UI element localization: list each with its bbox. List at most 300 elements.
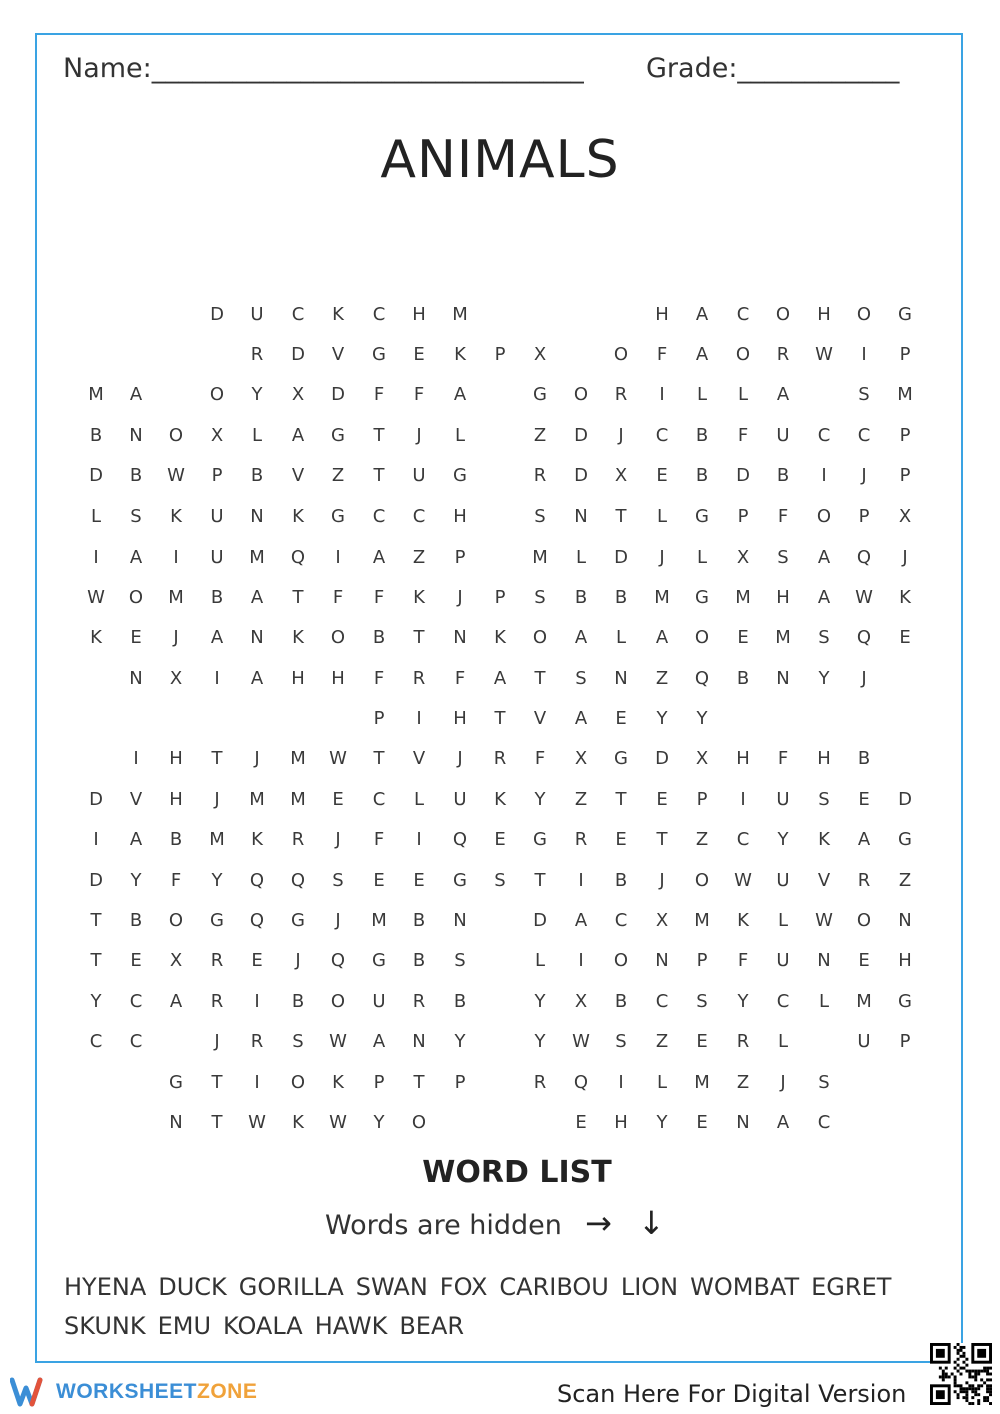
grid-letter[interactable]: F xyxy=(373,668,385,689)
grid-letter[interactable]: T xyxy=(494,708,506,729)
grid-letter[interactable]: N xyxy=(129,668,143,689)
grid-letter[interactable]: S xyxy=(454,950,466,971)
grid-letter[interactable]: D xyxy=(89,465,103,486)
grid-letter[interactable]: J xyxy=(416,425,422,446)
grid-letter[interactable]: P xyxy=(696,950,708,971)
grid-letter[interactable]: M xyxy=(897,384,913,405)
grid-letter[interactable]: A xyxy=(372,1031,386,1052)
grid-letter[interactable]: A xyxy=(493,668,507,689)
grid-letter[interactable]: K xyxy=(292,1112,304,1133)
grid-letter[interactable]: F xyxy=(737,425,749,446)
grid-letter[interactable]: I xyxy=(578,870,584,891)
grid-letter[interactable]: L xyxy=(575,547,587,568)
grid-letter[interactable]: O xyxy=(168,425,184,446)
grid-letter[interactable]: A xyxy=(372,547,386,568)
grid-letter[interactable]: N xyxy=(655,950,669,971)
grid-letter[interactable]: A xyxy=(129,384,143,405)
grid-letter[interactable]: G xyxy=(331,425,345,446)
grid-letter[interactable]: R xyxy=(250,1031,264,1052)
grid-letter[interactable]: R xyxy=(736,1031,750,1052)
grid-letter[interactable]: E xyxy=(413,870,425,891)
grid-letter[interactable]: A xyxy=(574,910,588,931)
grid-letter[interactable]: Y xyxy=(534,991,546,1012)
grid-letter[interactable]: S xyxy=(615,1031,627,1052)
grid-letter[interactable]: F xyxy=(373,829,385,850)
grid-letter[interactable]: B xyxy=(89,425,103,446)
grid-letter[interactable]: M xyxy=(856,991,872,1012)
grid-letter[interactable]: T xyxy=(292,587,304,608)
grid-letter[interactable]: H xyxy=(776,587,790,608)
grid-letter[interactable]: W xyxy=(855,587,873,608)
grid-letter[interactable]: X xyxy=(695,748,709,769)
grid-letter[interactable]: Q xyxy=(249,870,265,891)
grid-letter[interactable]: E xyxy=(130,627,142,648)
grid-letter[interactable]: U xyxy=(776,950,790,971)
grid-letter[interactable]: A xyxy=(210,627,224,648)
grid-letter[interactable]: A xyxy=(291,425,305,446)
grid-letter[interactable]: M xyxy=(168,587,184,608)
grid-letter[interactable]: J xyxy=(295,950,301,971)
grid-letter[interactable]: F xyxy=(777,506,789,527)
grid-letter[interactable]: E xyxy=(656,789,668,810)
grid-letter[interactable]: A xyxy=(250,587,264,608)
grid-letter[interactable]: F xyxy=(454,668,466,689)
grid-letter[interactable]: C xyxy=(372,506,386,527)
grid-letter[interactable]: K xyxy=(292,506,304,527)
grid-letter[interactable]: I xyxy=(254,1072,260,1093)
grid-letter[interactable]: C xyxy=(372,789,386,810)
qr-code-icon[interactable] xyxy=(930,1343,992,1405)
grid-letter[interactable]: K xyxy=(90,627,102,648)
grid-letter[interactable]: R xyxy=(614,384,628,405)
grid-letter[interactable]: O xyxy=(168,910,184,931)
grid-letter[interactable]: Z xyxy=(412,547,426,568)
grid-letter[interactable]: M xyxy=(249,789,265,810)
grid-letter[interactable]: B xyxy=(453,991,467,1012)
grid-letter[interactable]: X xyxy=(574,991,588,1012)
grid-letter[interactable]: K xyxy=(170,506,182,527)
grid-letter[interactable]: A xyxy=(857,829,871,850)
grid-letter[interactable]: A xyxy=(574,627,588,648)
grid-letter[interactable]: M xyxy=(694,910,710,931)
grid-letter[interactable]: P xyxy=(494,587,506,608)
grid-letter[interactable]: C xyxy=(129,1031,143,1052)
grid-letter[interactable]: A xyxy=(453,384,467,405)
grid-letter[interactable]: G xyxy=(453,870,467,891)
grid-letter[interactable]: I xyxy=(254,991,260,1012)
grid-letter[interactable]: M xyxy=(694,1072,710,1093)
grid-letter[interactable]: Y xyxy=(777,829,789,850)
grid-letter[interactable]: Z xyxy=(736,1072,750,1093)
grid-letter[interactable]: W xyxy=(572,1031,590,1052)
grid-letter[interactable]: W xyxy=(87,587,105,608)
grid-letter[interactable]: Q xyxy=(856,627,872,648)
grid-letter[interactable]: N xyxy=(453,627,467,648)
grid-letter[interactable]: D xyxy=(655,748,669,769)
grid-letter[interactable]: E xyxy=(615,829,627,850)
grid-letter[interactable]: T xyxy=(656,829,668,850)
grid-letter[interactable]: P xyxy=(899,1031,911,1052)
grid-letter[interactable]: F xyxy=(373,384,385,405)
grid-letter[interactable]: U xyxy=(412,465,426,486)
grid-letter[interactable]: F xyxy=(332,587,344,608)
grid-letter[interactable]: I xyxy=(416,708,422,729)
grid-letter[interactable]: A xyxy=(776,1112,790,1133)
grid-letter[interactable]: U xyxy=(210,547,224,568)
grid-letter[interactable]: G xyxy=(898,304,912,325)
grid-letter[interactable]: L xyxy=(656,506,668,527)
grid-letter[interactable]: X xyxy=(574,748,588,769)
grid-letter[interactable]: W xyxy=(248,1112,266,1133)
grid-letter[interactable]: G xyxy=(372,950,386,971)
grid-letter[interactable]: U xyxy=(250,304,264,325)
grid-letter[interactable]: F xyxy=(737,950,749,971)
grid-letter[interactable]: Z xyxy=(898,870,912,891)
grid-letter[interactable]: M xyxy=(654,587,670,608)
grid-letter[interactable]: Y xyxy=(818,668,830,689)
grid-letter[interactable]: X xyxy=(291,384,305,405)
grid-letter[interactable]: N xyxy=(817,950,831,971)
grid-letter[interactable]: A xyxy=(574,708,588,729)
grid-letter[interactable]: J xyxy=(457,587,463,608)
grid-letter[interactable]: R xyxy=(412,991,426,1012)
grid-letter[interactable]: H xyxy=(655,304,669,325)
grid-letter[interactable]: I xyxy=(93,547,99,568)
grid-letter[interactable]: L xyxy=(696,384,708,405)
grid-letter[interactable]: G xyxy=(614,748,628,769)
grid-letter[interactable]: Y xyxy=(534,789,546,810)
grid-letter[interactable]: M xyxy=(452,304,468,325)
grid-letter[interactable]: P xyxy=(373,708,385,729)
grid-letter[interactable]: A xyxy=(129,547,143,568)
grid-letter[interactable]: X xyxy=(614,465,628,486)
grid-letter[interactable]: N xyxy=(250,506,264,527)
grid-letter[interactable]: Q xyxy=(452,829,468,850)
grid-letter[interactable]: E xyxy=(413,344,425,365)
grid-letter[interactable]: X xyxy=(655,910,669,931)
grid-letter[interactable]: J xyxy=(618,425,624,446)
grid-letter[interactable]: D xyxy=(331,384,345,405)
grid-letter[interactable]: M xyxy=(290,789,306,810)
grid-letter[interactable]: F xyxy=(656,344,668,365)
grid-letter[interactable]: V xyxy=(331,344,345,365)
grid-letter[interactable]: D xyxy=(898,789,912,810)
grid-letter[interactable]: P xyxy=(454,1072,466,1093)
grid-letter[interactable]: J xyxy=(173,627,179,648)
grid-letter[interactable]: L xyxy=(777,910,789,931)
grid-letter[interactable]: S xyxy=(818,789,830,810)
grid-letter[interactable]: S xyxy=(575,668,587,689)
grid-letter[interactable]: K xyxy=(818,829,830,850)
grid-letter[interactable]: E xyxy=(858,789,870,810)
grid-letter[interactable]: N xyxy=(614,668,628,689)
grid-letter[interactable]: I xyxy=(416,829,422,850)
grid-letter[interactable]: V xyxy=(291,465,305,486)
grid-letter[interactable]: F xyxy=(777,748,789,769)
grid-letter[interactable]: I xyxy=(618,1072,624,1093)
grid-letter[interactable]: T xyxy=(534,870,546,891)
grid-letter[interactable]: N xyxy=(453,910,467,931)
grid-letter[interactable]: H xyxy=(736,748,750,769)
grid-letter[interactable]: H xyxy=(331,668,345,689)
grid-letter[interactable]: B xyxy=(776,465,790,486)
grid-letter[interactable]: Z xyxy=(655,668,669,689)
grid-letter[interactable]: Y xyxy=(90,991,102,1012)
grid-letter[interactable]: I xyxy=(821,465,827,486)
grid-letter[interactable]: R xyxy=(412,668,426,689)
grid-letter[interactable]: B xyxy=(372,627,386,648)
grid-letter[interactable]: T xyxy=(534,668,546,689)
grid-letter[interactable]: J xyxy=(335,829,341,850)
worksheetzone-logo[interactable] xyxy=(10,1376,257,1408)
grid-letter[interactable]: G xyxy=(533,384,547,405)
grid-letter[interactable]: I xyxy=(740,789,746,810)
grid-letter[interactable]: B xyxy=(857,748,871,769)
grid-letter[interactable]: G xyxy=(898,991,912,1012)
grid-letter[interactable]: Z xyxy=(533,425,547,446)
grid-letter[interactable]: Q xyxy=(856,547,872,568)
grid-letter[interactable]: W xyxy=(815,910,833,931)
grid-letter[interactable]: N xyxy=(169,1112,183,1133)
grid-letter[interactable]: N xyxy=(412,1031,426,1052)
grid-letter[interactable]: I xyxy=(133,748,139,769)
grid-letter[interactable]: J xyxy=(254,748,260,769)
grid-letter[interactable]: T xyxy=(211,1072,223,1093)
grid-letter[interactable]: P xyxy=(899,425,911,446)
grid-letter[interactable]: O xyxy=(856,304,872,325)
grid-letter[interactable]: K xyxy=(332,1072,344,1093)
grid-letter[interactable]: M xyxy=(735,587,751,608)
grid-letter[interactable]: B xyxy=(614,587,628,608)
grid-letter[interactable]: O xyxy=(613,950,629,971)
grid-letter[interactable]: Q xyxy=(573,1072,589,1093)
grid-letter[interactable]: E xyxy=(575,1112,587,1133)
grid-letter[interactable]: S xyxy=(292,1031,304,1052)
grid-letter[interactable]: I xyxy=(861,344,867,365)
grid-letter[interactable]: H xyxy=(817,748,831,769)
grid-letter[interactable]: H xyxy=(898,950,912,971)
grid-letter[interactable]: P xyxy=(858,506,870,527)
grid-letter[interactable]: R xyxy=(493,748,507,769)
grid-letter[interactable]: J xyxy=(861,668,867,689)
grid-letter[interactable]: R xyxy=(210,991,224,1012)
grid-letter[interactable]: J xyxy=(214,1031,220,1052)
grid-letter[interactable]: P xyxy=(737,506,749,527)
grid-letter[interactable]: D xyxy=(574,425,588,446)
grid-letter[interactable]: W xyxy=(167,465,185,486)
grid-letter[interactable]: C xyxy=(655,425,669,446)
grid-letter[interactable]: M xyxy=(249,547,265,568)
grid-letter[interactable]: B xyxy=(614,870,628,891)
grid-letter[interactable]: L xyxy=(615,627,627,648)
grid-letter[interactable]: A xyxy=(817,547,831,568)
grid-letter[interactable]: O xyxy=(128,587,144,608)
grid-letter[interactable]: K xyxy=(332,304,344,325)
grid-letter[interactable]: Q xyxy=(290,547,306,568)
grid-letter[interactable]: D xyxy=(210,304,224,325)
grid-letter[interactable]: S xyxy=(818,1072,830,1093)
grid-letter[interactable]: Q xyxy=(249,910,265,931)
grid-letter[interactable]: T xyxy=(413,627,425,648)
grid-letter[interactable]: A xyxy=(695,344,709,365)
grid-letter[interactable]: O xyxy=(775,304,791,325)
grid-letter[interactable]: G xyxy=(898,829,912,850)
grid-letter[interactable]: E xyxy=(858,950,870,971)
grid-letter[interactable]: S xyxy=(494,870,506,891)
grid-letter[interactable]: O xyxy=(694,627,710,648)
grid-letter[interactable]: Y xyxy=(211,870,223,891)
grid-letter[interactable]: O xyxy=(290,1072,306,1093)
grid-letter[interactable]: C xyxy=(736,829,750,850)
grid-letter[interactable]: I xyxy=(214,668,220,689)
grid-letter[interactable]: G xyxy=(291,910,305,931)
grid-letter[interactable]: E xyxy=(696,1112,708,1133)
grid-letter[interactable]: N xyxy=(736,1112,750,1133)
grid-letter[interactable]: K xyxy=(454,344,466,365)
grid-letter[interactable]: X xyxy=(898,506,912,527)
grid-letter[interactable]: D xyxy=(89,789,103,810)
grid-letter[interactable]: D xyxy=(574,465,588,486)
grid-letter[interactable]: B xyxy=(614,991,628,1012)
grid-letter[interactable]: R xyxy=(574,829,588,850)
grid-letter[interactable]: K xyxy=(899,587,911,608)
grid-letter[interactable]: U xyxy=(776,425,790,446)
grid-letter[interactable]: H xyxy=(453,708,467,729)
grid-letter[interactable]: P xyxy=(899,344,911,365)
grid-letter[interactable]: M xyxy=(88,384,104,405)
grid-letter[interactable]: T xyxy=(373,425,385,446)
grid-letter[interactable]: K xyxy=(413,587,425,608)
grid-letter[interactable]: V xyxy=(533,708,547,729)
grid-letter[interactable]: T xyxy=(615,789,627,810)
grid-letter[interactable]: C xyxy=(817,1112,831,1133)
grid-letter[interactable]: J xyxy=(902,547,908,568)
grid-letter[interactable]: U xyxy=(776,870,790,891)
grid-letter[interactable]: T xyxy=(211,748,223,769)
grid-letter[interactable]: A xyxy=(776,384,790,405)
grid-letter[interactable]: O xyxy=(411,1112,427,1133)
grid-letter[interactable]: R xyxy=(533,1072,547,1093)
grid-letter[interactable]: H xyxy=(412,304,426,325)
grid-letter[interactable]: Y xyxy=(696,708,708,729)
grid-letter[interactable]: Q xyxy=(330,950,346,971)
grid-letter[interactable]: P xyxy=(696,789,708,810)
grid-letter[interactable]: J xyxy=(457,748,463,769)
grid-letter[interactable]: T xyxy=(90,950,102,971)
grid-letter[interactable]: A xyxy=(695,304,709,325)
grid-letter[interactable]: T xyxy=(211,1112,223,1133)
grid-letter[interactable]: N xyxy=(574,506,588,527)
grid-letter[interactable]: A xyxy=(655,627,669,648)
grid-letter[interactable]: S xyxy=(818,627,830,648)
grid-letter[interactable]: W xyxy=(815,344,833,365)
grid-letter[interactable]: Y xyxy=(534,1031,546,1052)
grid-letter[interactable]: H xyxy=(169,789,183,810)
grid-letter[interactable]: T xyxy=(90,910,102,931)
grid-letter[interactable]: B xyxy=(291,991,305,1012)
grid-letter[interactable]: U xyxy=(776,789,790,810)
grid-letter[interactable]: C xyxy=(614,910,628,931)
grid-letter[interactable]: C xyxy=(412,506,426,527)
grid-letter[interactable]: U xyxy=(372,991,386,1012)
grid-letter[interactable]: B xyxy=(574,587,588,608)
grid-letter[interactable]: B xyxy=(129,465,143,486)
grid-letter[interactable]: X xyxy=(533,344,547,365)
grid-letter[interactable]: S xyxy=(858,384,870,405)
grid-letter[interactable]: S xyxy=(696,991,708,1012)
grid-letter[interactable]: J xyxy=(780,1072,786,1093)
grid-letter[interactable]: S xyxy=(534,506,546,527)
grid-letter[interactable]: C xyxy=(655,991,669,1012)
grid-letter[interactable]: E xyxy=(899,627,911,648)
grid-letter[interactable]: C xyxy=(89,1031,103,1052)
grid-letter[interactable]: B xyxy=(210,587,224,608)
grid-letter[interactable]: I xyxy=(335,547,341,568)
grid-letter[interactable]: O xyxy=(856,910,872,931)
grid-letter[interactable]: Q xyxy=(694,668,710,689)
grid-letter[interactable]: E xyxy=(494,829,506,850)
grid-letter[interactable]: G xyxy=(210,910,224,931)
grid-letter[interactable]: N xyxy=(898,910,912,931)
grid-letter[interactable]: N xyxy=(129,425,143,446)
grid-letter[interactable]: Z xyxy=(695,829,709,850)
grid-letter[interactable]: Y xyxy=(373,1112,385,1133)
grid-letter[interactable]: Z xyxy=(655,1031,669,1052)
grid-letter[interactable]: V xyxy=(817,870,831,891)
grid-letter[interactable]: R xyxy=(210,950,224,971)
grid-letter[interactable]: P xyxy=(211,465,223,486)
grid-letter[interactable]: P xyxy=(373,1072,385,1093)
grid-letter[interactable]: S xyxy=(130,506,142,527)
grid-letter[interactable]: F xyxy=(534,748,546,769)
grid-letter[interactable]: V xyxy=(129,789,143,810)
grid-letter[interactable]: J xyxy=(214,789,220,810)
grid-letter[interactable]: Z xyxy=(574,789,588,810)
grid-letter[interactable]: E xyxy=(615,708,627,729)
grid-letter[interactable]: U xyxy=(857,1031,871,1052)
grid-letter[interactable]: B xyxy=(250,465,264,486)
grid-letter[interactable]: B xyxy=(695,425,709,446)
grid-letter[interactable]: R xyxy=(291,829,305,850)
grid-letter[interactable]: O xyxy=(532,627,548,648)
grid-letter[interactable]: X xyxy=(169,950,183,971)
grid-letter[interactable]: A xyxy=(817,587,831,608)
grid-letter[interactable]: T xyxy=(373,465,385,486)
grid-letter[interactable]: L xyxy=(818,991,830,1012)
grid-letter[interactable]: X xyxy=(736,547,750,568)
grid-letter[interactable]: Q xyxy=(290,870,306,891)
grid-letter[interactable]: J xyxy=(659,547,665,568)
grid-letter[interactable]: H xyxy=(614,1112,628,1133)
grid-letter[interactable]: B xyxy=(129,910,143,931)
grid-letter[interactable]: L xyxy=(413,789,425,810)
grid-letter[interactable]: N xyxy=(250,627,264,648)
grid-letter[interactable]: O xyxy=(209,384,225,405)
grid-letter[interactable]: B xyxy=(412,950,426,971)
grid-letter[interactable]: C xyxy=(776,991,790,1012)
grid-letter[interactable]: C xyxy=(291,304,305,325)
grid-letter[interactable]: D xyxy=(736,465,750,486)
grid-letter[interactable]: O xyxy=(694,870,710,891)
grid-letter[interactable]: K xyxy=(251,829,263,850)
grid-letter[interactable]: I xyxy=(93,829,99,850)
grid-letter[interactable]: P xyxy=(494,344,506,365)
grid-letter[interactable]: B xyxy=(412,910,426,931)
grid-letter[interactable]: L xyxy=(777,1031,789,1052)
grid-letter[interactable]: D xyxy=(291,344,305,365)
grid-letter[interactable]: W xyxy=(329,1031,347,1052)
grid-letter[interactable]: E xyxy=(373,870,385,891)
